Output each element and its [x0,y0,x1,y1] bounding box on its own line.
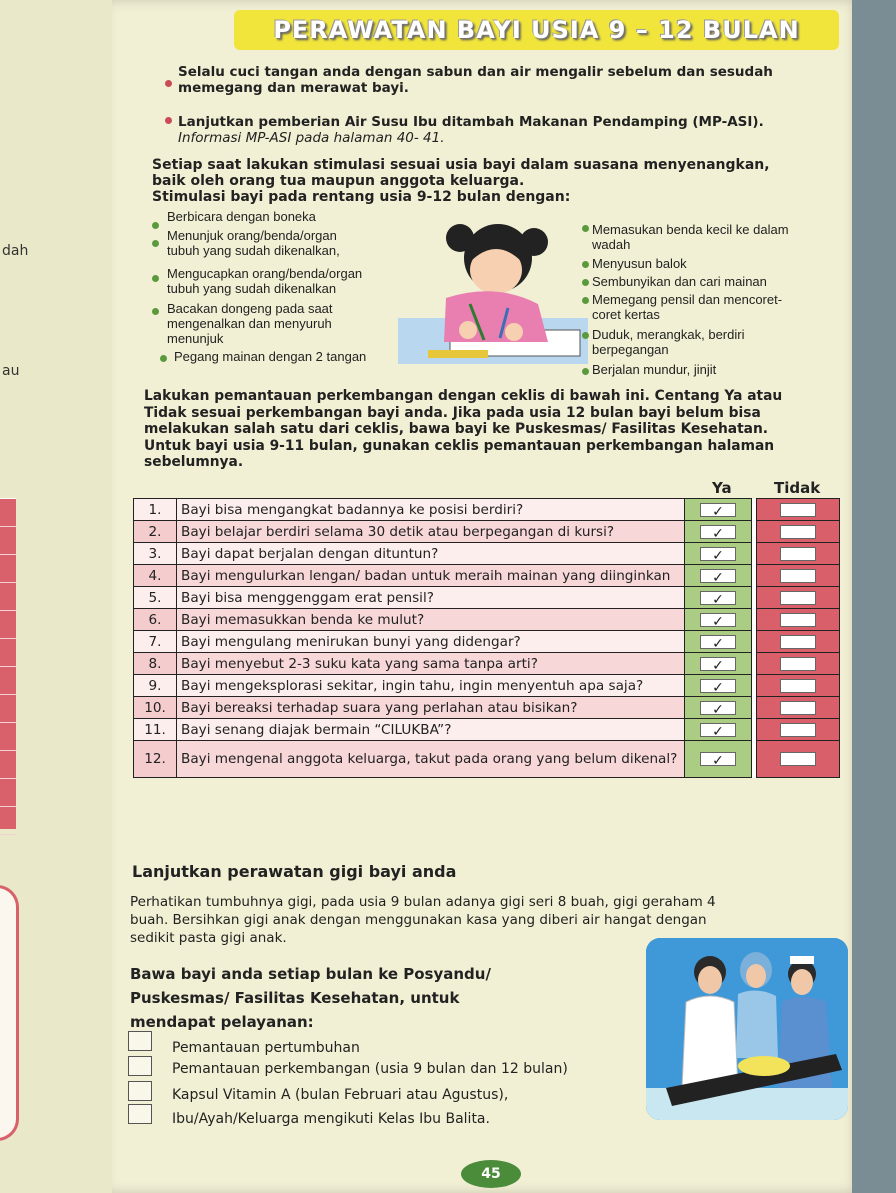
yes-cell[interactable] [685,697,752,719]
no-checkbox[interactable] [780,503,816,517]
no-checkbox[interactable] [780,547,816,561]
page-title: PERAWATAN BAYI USIA 9 – 12 BULAN [234,10,839,50]
yes-cell[interactable] [685,587,752,609]
check-mark-icon: ✓ [712,753,724,769]
service-item-3: Kapsul Vitamin A (bulan Februari atau Agustus), [172,1087,509,1103]
bullet-icon [582,279,589,286]
checklist-row [134,741,840,778]
row-question: Bayi belajar berdiri selama 30 detik atau berpegangan di kursi? [177,521,685,543]
row-question: Bayi menyebut 2-3 suku kata yang sama tanpa arti? [177,653,685,675]
service-checkbox-4[interactable] [128,1104,152,1124]
bullet-icon [152,275,159,282]
check-mark-icon: ✓ [712,701,724,718]
yes-cell[interactable] [685,741,752,778]
stim-left-item-3: Mengucapkan orang/benda/organ tubuh yang sudah dikenalkan [167,266,363,296]
no-cell[interactable] [757,587,840,609]
row-question: Bayi bisa menggenggam erat pensil? [177,587,685,609]
check-mark-icon: ✓ [712,591,724,608]
yes-checkbox[interactable] [700,635,736,652]
check-mark-icon: ✓ [712,503,724,520]
yes-cell[interactable] [685,543,752,565]
stim-left-item-5: Pegang mainan dengan 2 tangan [174,349,367,364]
monitoring-instructions: Lakukan pemantauan perkembangan dengan ceklis di bawah ini. Centang Ya atau Tidak sesuai perkembangan bayi anda. Jika pada usia 12 bulan bayi belum bisa melakukan salah satu dari ceklis, bawa bayi ke Puskesmas/ Fasilitas Kesehatan. Untuk bayi usia 9-11 bulan, gunakan ceklis pemantauan perkembangan halaman sebelumnya. [144,388,783,470]
bullet-icon [582,261,589,268]
row-number: 8. [134,653,177,675]
bullet-icon [152,240,159,247]
yes-checkbox[interactable] [700,679,736,696]
bullet-icon [165,117,172,124]
yes-cell[interactable] [685,719,752,741]
row-question: Bayi mengulurkan lengan/ badan untuk meraih mainan yang diinginkan [177,565,685,587]
teeth-care-heading: Lanjutkan perawatan gigi bayi anda [132,862,457,881]
no-checkbox[interactable] [780,635,816,649]
health-workers-illustration [646,938,848,1120]
yes-cell[interactable] [685,609,752,631]
service-checkbox-2[interactable] [128,1056,152,1076]
row-number: 4. [134,565,177,587]
no-checkbox[interactable] [780,701,816,715]
row-question: Bayi senang diajak bermain “CILUKBA”? [177,719,685,741]
no-cell[interactable] [757,609,840,631]
check-mark-icon: ✓ [712,569,724,586]
posyandu-heading: Bawa bayi anda setiap bulan ke Posyandu/ Puskesmas/ Fasilitas Kesehatan, untuk mendapat pelayanan: [130,965,491,1031]
column-header-ya: Ya [712,479,732,497]
no-checkbox[interactable] [780,591,816,605]
stim-right-item-5: Duduk, merangkak, berdiri berpegangan [592,327,745,357]
row-number: 1. [134,499,177,521]
no-checkbox[interactable] [780,657,816,671]
intro-bullet-2: Lanjutkan pemberian Air Susu Ibu ditambah Makanan Pendamping (MP-ASI). Informasi MP-ASI pada halaman 40- 41. [178,114,764,146]
bullet-icon [152,308,159,315]
stim-left-item-1: Berbicara dengan boneka [167,209,316,224]
bullet-icon [582,297,589,304]
no-cell[interactable] [757,631,840,653]
stimulation-intro: Setiap saat lakukan stimulasi sesuai usia bayi dalam suasana menyenangkan, baik oleh orang tua maupun anggota keluarga. Stimulasi bayi pada rentang usia 9-12 bulan dengan: [152,157,770,205]
no-cell[interactable] [757,565,840,587]
bullet-icon [582,332,589,339]
yes-cell[interactable] [685,499,752,521]
yes-cell[interactable] [685,675,752,697]
yes-checkbox[interactable] [700,701,736,718]
yes-checkbox[interactable] [700,752,736,769]
bullet-icon [582,225,589,232]
checklist-row [134,675,840,697]
yes-checkbox[interactable] [700,591,736,608]
service-checkbox-1[interactable] [128,1031,152,1051]
no-checkbox[interactable] [780,613,816,627]
stim-right-item-4: Memegang pensil dan mencoret- coret kertas [592,292,783,322]
row-question: Bayi mengulang menirukan bunyi yang didengar? [177,631,685,653]
stim-right-item-1: Memasukan benda kecil ke dalam wadah [592,222,789,252]
row-question: Bayi bisa mengangkat badannya ke posisi berdiri? [177,499,685,521]
left-table-strip [0,498,16,829]
stim-right-item-3: Sembunyikan dan cari mainan [592,274,767,289]
checklist-row [134,521,840,543]
no-checkbox[interactable] [780,569,816,583]
service-item-4: Ibu/Ayah/Keluarga mengikuti Kelas Ibu Balita. [172,1111,490,1127]
row-number: 11. [134,719,177,741]
row-number: 3. [134,543,177,565]
no-cell[interactable] [757,499,840,521]
left-page-edge [0,0,118,1193]
yes-cell[interactable] [685,521,752,543]
row-question: Bayi mengeksplorasi sekitar, ingin tahu, ingin menyentuh apa saja? [177,675,685,697]
checklist-row [134,499,840,521]
service-checkbox-3[interactable] [128,1081,152,1101]
no-cell[interactable] [757,653,840,675]
check-mark-icon: ✓ [712,657,724,674]
yes-checkbox[interactable] [700,525,736,542]
yes-cell[interactable] [685,653,752,675]
row-number: 10. [134,697,177,719]
check-mark-icon: ✓ [712,635,724,652]
row-number: 7. [134,631,177,653]
row-question: Bayi bereaksi terhadap suara yang perlahan atau bisikan? [177,697,685,719]
teeth-care-text: Perhatikan tumbuhnya gigi, pada usia 9 bulan adanya gigi seri 8 buah, gigi geraham 4 buah. Bersihkan gigi anak dengan menggunakan kasa yang diberi air hangat dengan sedikit pasta gigi anak. [130,894,716,946]
left-page-fragment-1: dah [2,243,29,259]
check-mark-icon: ✓ [712,525,724,542]
bullet-icon [165,80,172,87]
no-cell[interactable] [757,719,840,741]
bullet-icon [152,222,159,229]
row-number: 12. [134,741,177,778]
stim-left-item-2: Menunjuk orang/benda/organ tubuh yang sudah dikenalkan, [167,228,340,258]
no-cell[interactable] [757,543,840,565]
no-checkbox[interactable] [780,525,816,539]
development-checklist [133,498,840,778]
no-cell[interactable] [757,697,840,719]
checklist-row [134,587,840,609]
service-item-2: Pemantauan perkembangan (usia 9 bulan dan 12 bulan) [172,1061,568,1077]
checklist-row [134,543,840,565]
checklist-row [134,609,840,631]
checklist-row [134,653,840,675]
yes-cell[interactable] [685,565,752,587]
intro-bullet-1: Selalu cuci tangan anda dengan sabun dan air mengalir sebelum dan sesudah memegang dan merawat bayi. [178,64,773,96]
row-question: Bayi dapat berjalan dengan dituntun? [177,543,685,565]
checklist-row [134,697,840,719]
check-mark-icon: ✓ [712,679,724,696]
no-cell[interactable] [757,521,840,543]
check-mark-icon: ✓ [712,723,724,740]
right-background [852,0,896,1193]
no-cell[interactable] [757,675,840,697]
checklist-row [134,631,840,653]
row-question: Bayi memasukkan benda ke mulut? [177,609,685,631]
row-number: 2. [134,521,177,543]
row-number: 5. [134,587,177,609]
yes-checkbox[interactable] [700,503,736,520]
left-box-border [0,885,19,1141]
service-item-1: Pemantauan pertumbuhan [172,1040,360,1056]
stim-right-item-2: Menyusun balok [592,256,687,271]
row-question: Bayi mengenal anggota keluarga, takut pada orang yang belum dikenal? [177,741,685,778]
checklist-row [134,719,840,741]
row-number: 6. [134,609,177,631]
check-mark-icon: ✓ [712,547,724,564]
left-page-fragment-2: au [2,363,20,379]
no-cell[interactable] [757,741,840,778]
row-number: 9. [134,675,177,697]
bullet-icon [160,355,167,362]
yes-checkbox[interactable] [700,657,736,674]
page-number: 45 [461,1160,521,1188]
no-checkbox[interactable] [780,752,816,766]
check-mark-icon: ✓ [712,613,724,630]
yes-checkbox[interactable] [700,569,736,586]
stim-left-item-4: Bacakan dongeng pada saat mengenalkan dan menyuruh menunjuk [167,301,333,346]
yes-checkbox[interactable] [700,723,736,740]
bullet-icon [582,368,589,375]
stim-right-item-6: Berjalan mundur, jinjit [592,362,717,377]
column-header-tidak: Tidak [774,479,821,497]
no-checkbox[interactable] [780,679,816,693]
yes-cell[interactable] [685,631,752,653]
yes-checkbox[interactable] [700,547,736,564]
checklist-row [134,565,840,587]
no-checkbox[interactable] [780,723,816,737]
yes-checkbox[interactable] [700,613,736,630]
child-drawing-illustration [398,212,588,368]
